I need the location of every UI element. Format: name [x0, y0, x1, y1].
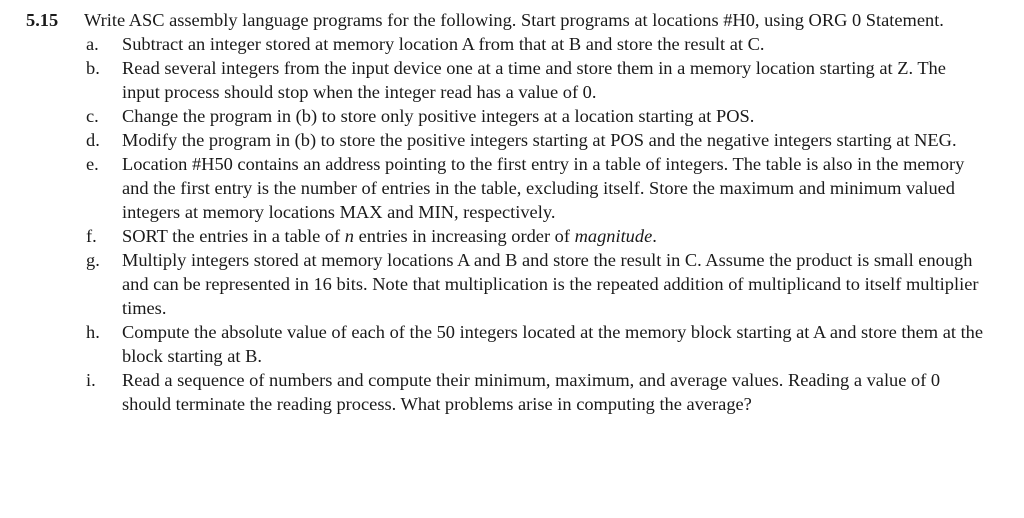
- exercise-parts-list: [0, 32, 1024, 416]
- part-text-italic-n: n: [344, 226, 354, 246]
- part-text: [122, 226, 657, 246]
- part-text-segment: SORT the entries in a table of: [122, 226, 345, 246]
- exercise-part-c: [0, 104, 1024, 128]
- part-letter: b.: [86, 58, 100, 78]
- part-text-segment: entries in increasing order of: [353, 226, 575, 246]
- part-text: Read several integers from the input device one at a time and store them in a memory location starting at Z. The input process should stop when the integer read has a value of 0.: [122, 58, 946, 102]
- exercise-number: 5.15: [26, 10, 59, 30]
- part-text: Compute the absolute value of each of the 50 integers located at the memory block starting at A and store them at the block starting at B.: [122, 322, 984, 366]
- part-letter: g.: [86, 250, 100, 270]
- part-text-segment: .: [652, 226, 657, 246]
- exercise-part-e: [0, 152, 1024, 224]
- exercise-part-d: [0, 128, 1024, 152]
- part-letter: d.: [86, 130, 100, 150]
- exercise-intro: [0, 8, 1024, 32]
- exercise-part-f: [0, 224, 1024, 248]
- part-letter: c.: [86, 106, 99, 126]
- part-text: Subtract an integer stored at memory location A from that at B and store the result at C.: [122, 34, 765, 54]
- exercise-part-h: [0, 320, 1024, 368]
- part-letter: a.: [86, 34, 99, 54]
- part-letter: e.: [86, 154, 99, 174]
- part-letter: h.: [86, 322, 100, 342]
- part-text: Read a sequence of numbers and compute their minimum, maximum, and average values. Reading a value of 0 should terminate the reading process. What problems arise in computing the average?: [122, 370, 941, 414]
- exercise-part-i: [0, 368, 1024, 416]
- exercise-part-a: [0, 32, 1024, 56]
- exercise-part-g: [0, 248, 1024, 320]
- part-text: Location #H50 contains an address pointing to the first entry in a table of integers. The table is also in the memory and the first entry is the number of entries in the table, excluding itself. Store the maximum and minimum valued integers at memory locations MAX and MIN, respectively.: [122, 154, 965, 222]
- exercise-intro-text: Write ASC assembly language programs for the following. Start programs at locations #H0, using ORG 0 Statement.: [84, 10, 944, 30]
- part-text-italic-magnitude: magnitude: [574, 226, 653, 246]
- part-letter: i.: [86, 370, 96, 390]
- exercise-part-b: [0, 56, 1024, 104]
- part-letter: f.: [86, 226, 97, 246]
- part-text: Change the program in (b) to store only positive integers at a location starting at POS.: [122, 106, 755, 126]
- exercise-5-15: [0, 8, 1024, 416]
- part-text: Modify the program in (b) to store the positive integers starting at POS and the negative integers starting at NEG.: [122, 130, 957, 150]
- part-text: Multiply integers stored at memory locations A and B and store the result in C. Assume the product is small enough and can be represented in 16 bits. Note that multiplication is the repeated addition of multiplicand to itself multiplier times.: [122, 250, 979, 318]
